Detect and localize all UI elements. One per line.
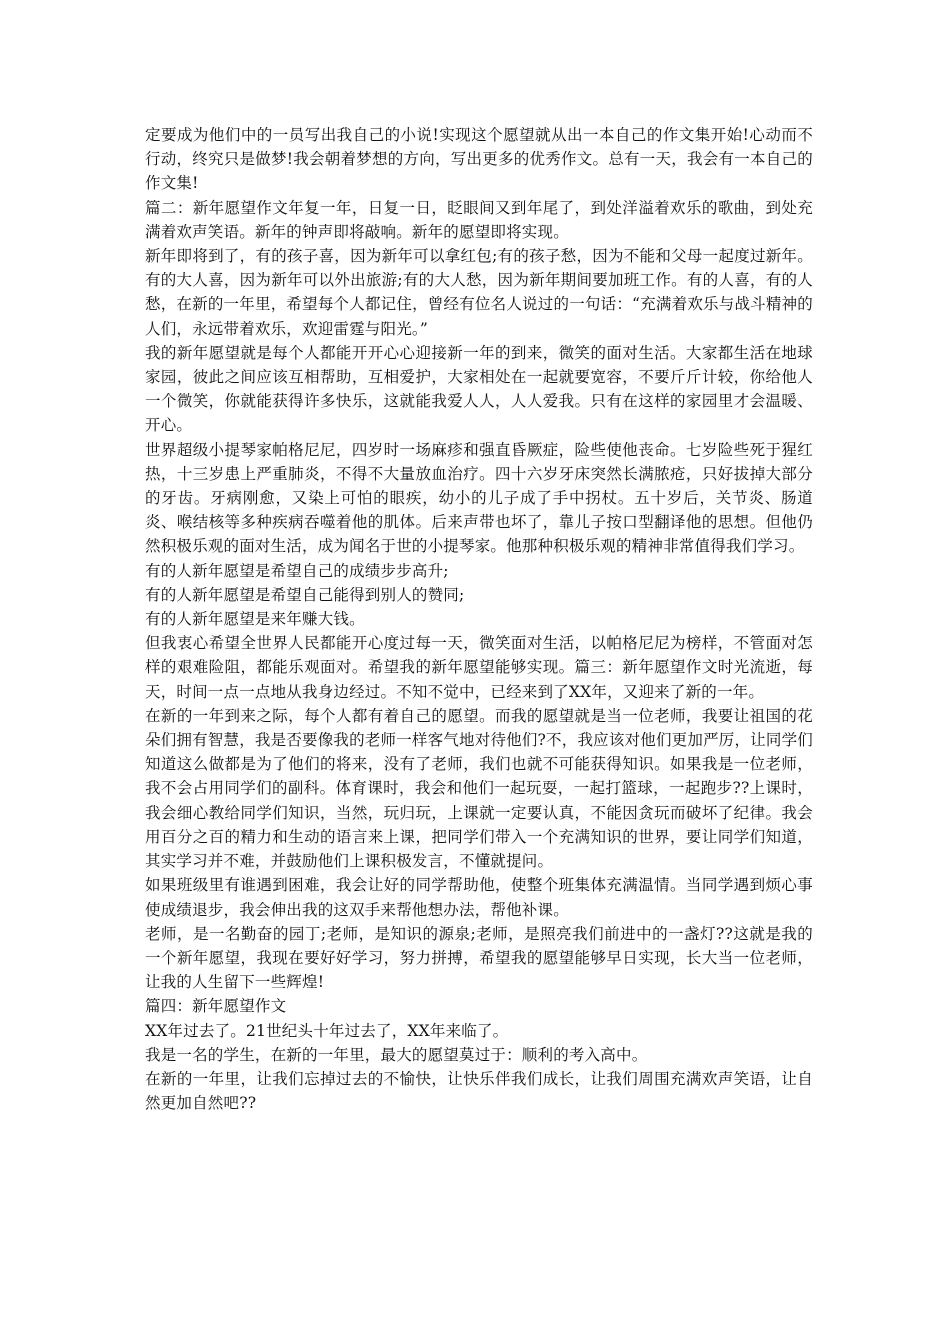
paragraph-5: 世界超级小提琴家帕格尼尼，四岁时一场麻疹和强直昏厥症，险些使他丧命。七岁险些死于猩红热，十三岁患上严重肺炎，不得不大量放血治疗。四十六岁牙床突然长满脓疮，只好拔掉大部分的牙齿。牙病刚愈，又染上可怕的眼疾，幼小的儿子成了手中拐杖。五十岁后，关节炎、肠道炎、喉结核等多种疾病吞噬着他的肌体。后来声带也坏了，靠儿子按口型翻译他的思想。但他仍然积极乐观的面对生活，成为闻名于世的小提琴家。他那种积极乐观的精神非常值得我们学习。: [145, 440, 813, 556]
paragraph-4: 我的新年愿望就是每个人都能开开心心迎接新一年的到来，微笑的面对生活。大家都生活在地球家园，彼此之间应该互相帮助，互相爱护，大家相处在一起就要宽容，不要斤斤计较，你给他人一个微笑，你就能获得许多快乐，这就能我爱人人，人人爱我。只有在这样的家园里才会温暖、开心。: [145, 343, 813, 435]
paragraph-13: 篇四：新年愿望作文: [145, 997, 287, 1016]
paragraph-6: 有的人新年愿望是希望自己的成绩步步高升;: [145, 561, 449, 580]
paragraph-11: 如果班级里有谁遇到困难，我会让好的同学帮助他，使整个班集体充满温情。当同学遇到烦心事使成绩退步，我会伸出我的这双手来帮他想办法，帮他补课。: [145, 876, 813, 919]
paragraph-14: XX年过去了。21世纪头十年过去了，XX年来临了。: [145, 1021, 509, 1040]
paragraph-10: 在新的一年到来之际，每个人都有着自己的愿望。而我的愿望就是当一位老师，我要让祖国的花朵们拥有智慧，我是否要像我的老师一样客气地对待他们?不，我应该对他们更加严厉，让同学们知道这么做都是为了他们的将来，没有了老师，我们也就不可能获得知识。如果我是一位老师，我不会占用同学们的副科。体育课时，我会和他们一起玩耍，一起打篮球，一起跑步??上课时，我会细心教给同学们知识，当然，玩归玩，上课就一定要认真，不能因贪玩而破坏了纪律。我会用百分之百的精力和生动的语言来上课，把同学们带入一个充满知识的世界，要让同学们知道，其实学习并不难，并鼓励他们上课积极发言，不懂就提问。: [145, 706, 813, 871]
paragraph-7: 有的人新年愿望是希望自己能得到别人的赞同;: [145, 585, 465, 604]
paragraph-1: 定要成为他们中的一员写出我自己的小说!实现这个愿望就从出一本自己的作文集开始!心动而不行动，终究只是做梦!我会朝着梦想的方向，写出更多的优秀作文。总有一天，我会有一本自己的作文集!: [145, 126, 813, 193]
paragraph-12: 老师，是一名勤奋的园丁;老师，是知识的源泉;老师，是照亮我们前进中的一盏灯??这就是我的一个新年愿望，我现在要好好学习，努力拼搏，希望我的愿望能够早日实现，长大当一位老师，让我的人生留下一些辉煌!: [145, 924, 813, 992]
paragraph-9: 但我衷心希望全世界人民都能开心度过每一天，微笑面对生活，以帕格尼尼为榜样，不管面对怎样的艰难险阻，都能乐观面对。希望我的新年愿望能够实现。篇三：新年愿望作文时光流逝，每天，时间一点一点地从我身边经过。不知不觉中，已经来到了XX年，又迎来了新的一年。: [145, 634, 813, 701]
paragraph-2: 篇二：新年愿望作文年复一年，日复一日，眨眼间又到年尾了，到处洋溢着欢乐的歌曲，到处充满着欢声笑语。新年的钟声即将敲响。新年的愿望即将实现。: [145, 198, 813, 241]
paragraph-3: 新年即将到了，有的孩子喜，因为新年可以拿红包;有的孩子愁，因为不能和父母一起度过新年。有的大人喜，因为新年可以外出旅游;有的大人愁，因为新年期间要加班工作。有的人喜，有的人愁，在新的一年里，希望每个人都记住，曾经有位名人说过的一句话：“充满着欢乐与战斗精神的人们，永远带着欢乐，欢迎雷霆与阳光。”: [145, 247, 813, 338]
document-body: [145, 123, 813, 1115]
paragraph-15: 我是一名的学生，在新的一年里，最大的愿望莫过于：顺利的考入高中。: [145, 1045, 648, 1064]
paragraph-8: 有的人新年愿望是来年赚大钱。: [145, 610, 365, 629]
paragraph-16: 在新的一年里，让我们忘掉过去的不愉快，让快乐伴我们成长，让我们周围充满欢声笑语，让自然更加自然吧??: [145, 1069, 813, 1113]
